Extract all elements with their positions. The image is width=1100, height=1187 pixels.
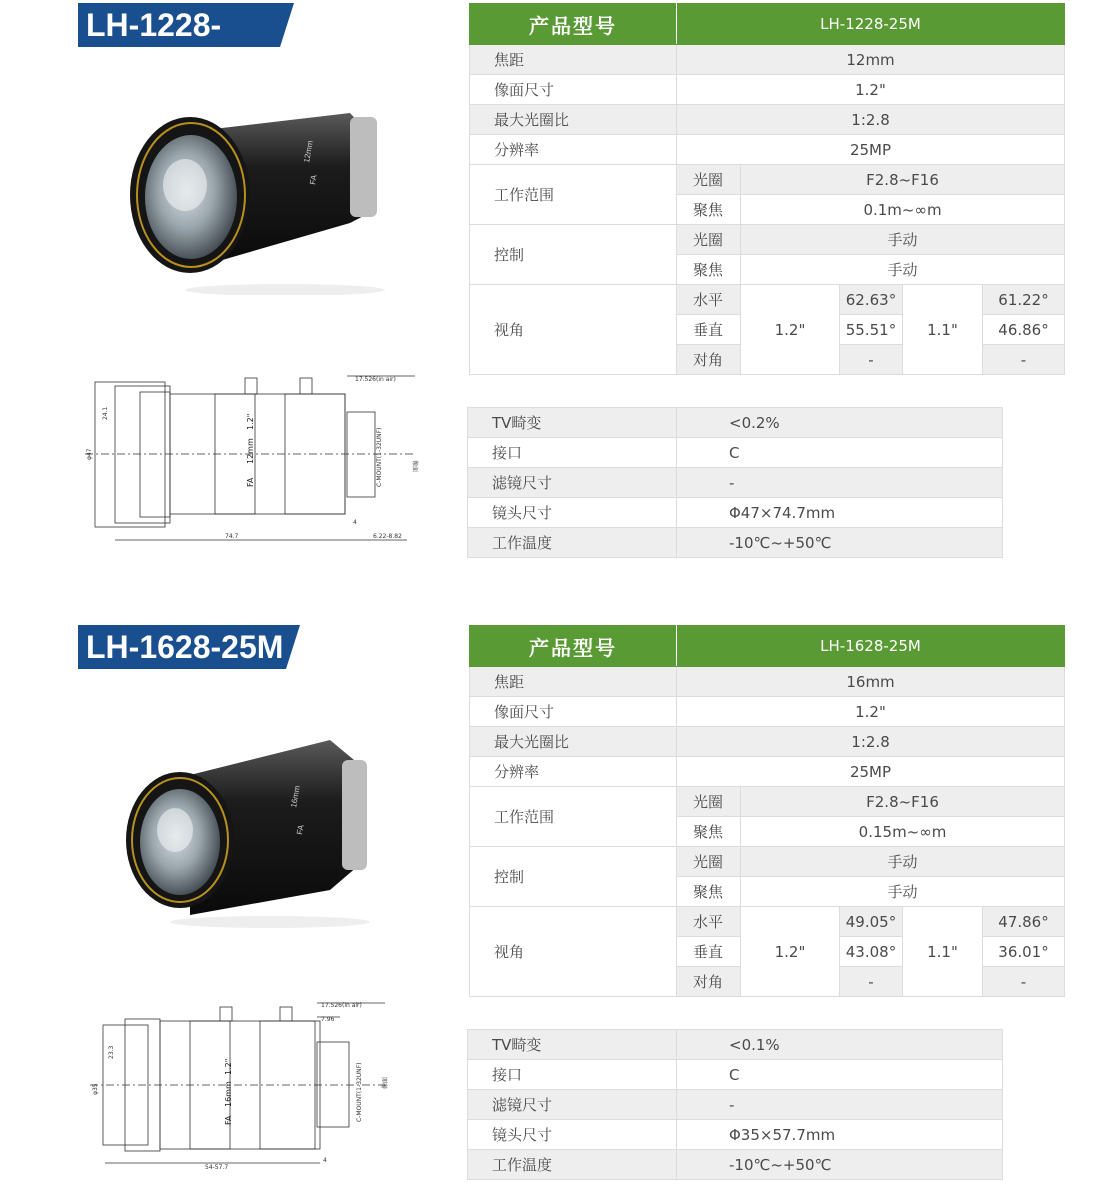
angle-d1: - [840,967,903,997]
spec2-value: Φ35×57.7mm [677,1120,1003,1150]
spec2-row [468,1150,1003,1180]
dim-side: 4 [353,519,357,526]
spec-row [470,105,1065,135]
dim-top: 17.526(in air) [355,376,396,383]
model-badge: LH-1228-25M [78,3,280,47]
spec-row [470,727,1065,757]
dim-length: 74.7 [225,533,239,540]
spec2-row [468,438,1003,468]
dim-image-plane: 像面 [411,460,418,473]
angle-d-label: 对角 [677,345,741,375]
spec2-label: 镜头尺寸 [468,498,677,528]
spec2-label: 滤镜尺寸 [468,468,677,498]
angle-h1: 62.63° [840,285,903,315]
spec-header-row [470,626,1065,667]
spec-row [470,697,1065,727]
spec-label: 最大光圈比 [470,105,677,135]
spec2-row [468,528,1003,558]
control-iris-label: 光圈 [677,847,741,877]
work-range-focus-label: 聚焦 [677,195,741,225]
spec2-row [468,468,1003,498]
spec-row [470,165,1065,195]
angle-sensor2: 1.1" [903,285,983,375]
angle-label: 视角 [470,285,677,375]
spec-header-label: 产品型号 [470,4,677,45]
control-iris-label: 光圈 [677,225,741,255]
spec2-value: C [677,438,1003,468]
lens-photo [120,740,380,930]
lens-engraving-focal: 12mm [302,139,315,164]
spec-header-model: LH-1228-25M [677,4,1065,45]
spec-header-row [470,4,1065,45]
angle-h1: 49.05° [840,907,903,937]
drawing-engraving-focal: 12mm [246,438,255,464]
spec-label: 分辨率 [470,135,677,165]
spec2-value: <0.1% [677,1030,1003,1060]
dim-image-plane: 像面 [382,1076,389,1089]
spec2-value: <0.2% [677,408,1003,438]
dimension-drawing [85,997,405,1172]
spec2-label: 工作温度 [468,528,677,558]
spec-label: 焦距 [470,667,677,697]
angle-h2: 61.22° [983,285,1065,315]
drawing-engraving-ring: FA [224,1115,233,1125]
spec2-value: C [677,1060,1003,1090]
work-range-focus-label: 聚焦 [677,817,741,847]
angle-sensor1: 1.2" [741,907,840,997]
spec2-value: Φ47×74.7mm [677,498,1003,528]
spec2-row [468,408,1003,438]
angle-v-label: 垂直 [677,937,741,967]
control-iris-value: 手动 [741,225,1065,255]
spec-row [470,45,1065,75]
angle-d2: - [983,345,1065,375]
spec-table-secondary [467,407,1003,558]
angle-h2: 47.86° [983,907,1065,937]
lens-engraving-ring: FA [308,174,319,186]
spec2-label: TV畸变 [468,408,677,438]
angle-sensor1: 1.2" [741,285,840,375]
spec-value: 12mm [677,45,1065,75]
work-range-iris-value: F2.8~F16 [741,787,1065,817]
dim-length: 54-57.7 [205,1164,229,1171]
spec-label: 像面尺寸 [470,75,677,105]
spec2-label: 接口 [468,1060,677,1090]
lens-engraving-ring: FA [295,824,306,836]
angle-label: 视角 [470,907,677,997]
spec2-label: 接口 [468,438,677,468]
spec-header-model: LH-1628-25M [677,626,1065,667]
angle-h-label: 水平 [677,907,741,937]
spec-row [470,285,1065,315]
spec2-row [468,1120,1003,1150]
spec-row [470,907,1065,937]
spec2-row [468,498,1003,528]
control-iris-value: 手动 [741,847,1065,877]
spec-label: 最大光圈比 [470,727,677,757]
control-focus-label: 聚焦 [677,255,741,285]
dim-side: 4 [323,1157,327,1164]
dim-d1: 24.1 [102,406,109,420]
spec-row [470,75,1065,105]
spec2-row [468,1090,1003,1120]
dim-mount: C-MOUNT(1-32UNF) [356,1062,363,1122]
angle-v1: 43.08° [840,937,903,967]
angle-h-label: 水平 [677,285,741,315]
drawing-engraving-format: 1.2" [224,1058,233,1075]
work-range-label: 工作范围 [470,165,677,225]
spec2-row [468,1060,1003,1090]
spec-value: 1:2.8 [677,105,1065,135]
spec2-label: TV畸变 [468,1030,677,1060]
spec2-value: -10℃~+50℃ [677,1150,1003,1180]
spec2-value: - [677,1090,1003,1120]
spec2-value: -10℃~+50℃ [677,528,1003,558]
spec2-value: - [677,468,1003,498]
angle-v1: 55.51° [840,315,903,345]
spec-value: 25MP [677,757,1065,787]
spec2-label: 镜头尺寸 [468,1120,677,1150]
angle-d2: - [983,967,1065,997]
control-focus-value: 手动 [741,255,1065,285]
spec-table-secondary [467,1029,1003,1180]
work-range-focus-value: 0.1m~∞m [741,195,1065,225]
spec-value: 1.2" [677,697,1065,727]
work-range-iris-label: 光圈 [677,165,741,195]
spec-header-label: 产品型号 [470,626,677,667]
spec-row [470,847,1065,877]
lens-engraving-focal: 16mm [289,784,302,809]
dim-bfl: 7.96 [321,1016,335,1023]
spec-value: 16mm [677,667,1065,697]
spec-label: 像面尺寸 [470,697,677,727]
drawing-engraving-focal: 16mm [224,1081,233,1107]
spec-row [470,787,1065,817]
spec-table [469,3,1065,375]
angle-v2: 36.01° [983,937,1065,967]
spec2-label: 工作温度 [468,1150,677,1180]
dim-mount: C-MOUNT(1-32UNF) [376,427,383,487]
dim-bfl: 6.22-8.82 [373,533,402,540]
dim-d1: 23.3 [108,1045,115,1059]
drawing-engraving-format: 1.2" [246,413,255,430]
dimension-drawing [85,372,425,547]
spec-value: 25MP [677,135,1065,165]
spec-label: 分辨率 [470,757,677,787]
angle-v2: 46.86° [983,315,1065,345]
dim-d2: φ35 [92,1083,99,1095]
angle-v-label: 垂直 [677,315,741,345]
control-focus-value: 手动 [741,877,1065,907]
spec-table [469,625,1065,997]
spec-row [470,225,1065,255]
spec-row [470,667,1065,697]
control-label: 控制 [470,847,677,907]
work-range-focus-value: 0.15m~∞m [741,817,1065,847]
angle-d1: - [840,345,903,375]
dim-d2: φ47 [86,448,93,460]
angle-sensor2: 1.1" [903,907,983,997]
angle-d-label: 对角 [677,967,741,997]
dim-top: 17.526(in air) [321,1002,362,1009]
work-range-label: 工作范围 [470,787,677,847]
work-range-iris-value: F2.8~F16 [741,165,1065,195]
drawing-engraving-ring: FA [246,477,255,487]
spec-value: 1.2" [677,75,1065,105]
lens-photo [125,105,385,295]
spec-row [470,757,1065,787]
spec-label: 焦距 [470,45,677,75]
work-range-iris-label: 光圈 [677,787,741,817]
spec2-row [468,1030,1003,1060]
spec-value: 1:2.8 [677,727,1065,757]
model-badge: LH-1628-25M [78,625,286,669]
spec-row [470,135,1065,165]
control-focus-label: 聚焦 [677,877,741,907]
spec2-label: 滤镜尺寸 [468,1090,677,1120]
control-label: 控制 [470,225,677,285]
